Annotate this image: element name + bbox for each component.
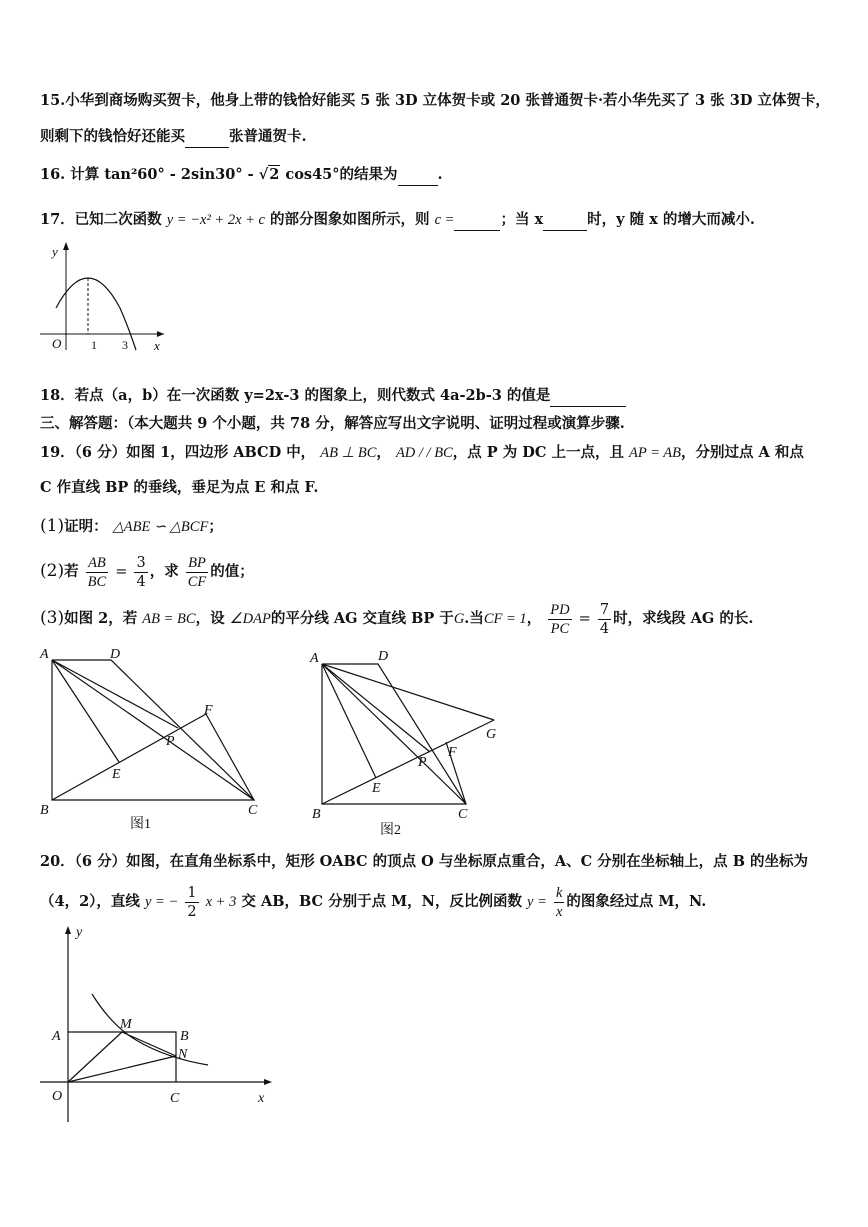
q17-text-c: ；当 x (500, 211, 544, 228)
frac-den: x (555, 903, 563, 920)
q19-p2-c: 的值； (210, 563, 254, 580)
q19-p1-end: ； (208, 518, 223, 535)
q19-part2 (40, 551, 254, 592)
sqrt-value: 2 (269, 166, 280, 183)
q15-line1: 15.小华到商场购买贺卡，他身上带的钱恰好能买 5 张 3D 立体贺卡或 20 张普通贺卡·若小华先买了 3 张 3D 立体贺卡， (40, 92, 830, 109)
q19-p2-a: 若 (64, 563, 79, 580)
q20-coordinate-figure (36, 922, 286, 1122)
q19-p3-cf: CF = 1 (483, 611, 527, 627)
q19-part1 (40, 516, 223, 537)
frac-den: PC (550, 620, 570, 637)
segment-cf (206, 714, 254, 800)
label-A: A (310, 651, 319, 666)
x-axis-arrow (157, 331, 164, 337)
q19-p3-eq: = (578, 611, 591, 627)
segment-ac (52, 660, 254, 800)
q19-perp: AB ⊥ BC (320, 445, 377, 461)
segment-ap (322, 664, 430, 752)
label-B: B (312, 807, 321, 822)
q16-end: . (437, 166, 443, 183)
q20-y-eq: y = − (145, 894, 179, 910)
fraction-3-4 (134, 554, 147, 591)
frac-num: BP (186, 554, 209, 573)
q19-text-b: ，点 P 为 DC 上一点，且 (452, 444, 624, 461)
q20-text-c: 交 AB，BC 分别于点 M，N，反比例函数 (241, 893, 522, 910)
q19-line1 (40, 443, 804, 463)
q19-ap-ab: AP = AB (629, 445, 681, 461)
q19-p3-f: 时，求线段 AG 的长. (613, 610, 754, 627)
q19-p2-eq: = (115, 564, 128, 580)
q19-p1-text: 证明： (64, 518, 108, 535)
segment-ac (322, 664, 466, 804)
q19-p3-c: 的平分线 AG 交直线 BP 于 (270, 610, 454, 627)
tick-1: 1 (91, 338, 97, 352)
q19-p3-a: 如图 2，若 (64, 610, 138, 627)
frac-den: 2 (187, 903, 197, 920)
label-F: F (448, 745, 457, 760)
segment-ap (52, 660, 178, 728)
q19-p3-num: (3) (40, 608, 65, 628)
segment-on (68, 1056, 176, 1082)
label-O: O (52, 1089, 63, 1104)
rectangle-oabc (68, 1032, 176, 1082)
q19-p3-d: .当 (464, 610, 484, 627)
q16-line (40, 165, 443, 186)
label-B: B (180, 1029, 189, 1044)
q17-blank-c[interactable] (454, 210, 500, 231)
q19-p3-f1: AB = BC (142, 611, 196, 627)
frac-num: k (555, 884, 563, 901)
label-A: A (52, 1029, 61, 1044)
q20-y-eq2: y = (527, 894, 547, 910)
q19-p1-formula: △ABE ∽ △BCF (112, 519, 209, 535)
q20-line1: 20．（6 分）如图，在直角坐标系中，矩形 OABC 的顶点 O 与坐标原点重合，A、C 分别在坐标轴上，点 B 的坐标为 (40, 853, 809, 870)
label-C: C (458, 807, 468, 822)
q20-line2 (40, 882, 706, 922)
frac-den: BC (87, 573, 107, 590)
label-C: C (170, 1091, 180, 1106)
q19-p2-num: (2) (40, 561, 65, 581)
fraction-k-x (554, 884, 564, 921)
segment-om (68, 1032, 122, 1082)
q19-text-a: 19．（6 分）如图 1，四边形 ABCD 中， (40, 444, 316, 461)
x-label: x (154, 338, 160, 353)
q19-line2: C 作直线 BP 的垂线，垂足为点 E 和点 F. (40, 479, 319, 496)
sqrt-symbol: √ (258, 166, 269, 183)
q17-text-d: 时，y 随 x 的增大而减小. (587, 211, 755, 228)
q19-p3-angle: ∠DAP (229, 611, 271, 627)
q19-p3-e: ， (526, 610, 542, 627)
y-label: y (52, 244, 58, 259)
line-bf (52, 714, 206, 800)
tick-3: 3 (122, 338, 128, 352)
y-axis-arrow (65, 926, 71, 934)
q17-blank-x[interactable] (543, 210, 587, 231)
segment-ae (52, 660, 119, 762)
frac-den: 4 (599, 620, 610, 637)
label-F: F (204, 703, 213, 718)
q20-x-plus-3: x + 3 (205, 894, 237, 910)
q15-answer-blank[interactable] (185, 127, 229, 148)
q17-text-b: 的部分图象如图所示，则 (270, 211, 430, 228)
q19-p3-g: G (453, 611, 465, 627)
q19-sep: ， (376, 444, 391, 461)
q16-text-b: cos45°的结果为 (285, 166, 398, 183)
caption-fig1: 图1 (130, 817, 151, 832)
label-x: x (258, 1091, 265, 1106)
q15-text-b: 张普通贺卡. (229, 128, 307, 145)
q18-text: 18．若点（a，b）在一次函数 y=2x-3 的图象上，则代数式 4a-2b-3 的值是 (40, 387, 551, 404)
label-A: A (40, 647, 49, 662)
q15-text-a: 则剩下的钱恰好还能买 (40, 128, 185, 145)
label-N: N (178, 1047, 188, 1062)
label-B: B (40, 803, 49, 818)
label-E: E (112, 767, 121, 782)
q17-c-eq: c = (434, 212, 455, 228)
label-P: P (166, 734, 175, 749)
frac-num: AB (86, 554, 109, 573)
q20-text-d: 的图象经过点 M，N. (566, 893, 707, 910)
line-bg (322, 720, 497, 804)
frac-num: 7 (599, 601, 610, 618)
label-D: D (378, 649, 389, 664)
fraction-pd-pc (548, 601, 571, 638)
q16-answer-blank[interactable] (398, 165, 438, 186)
frac-den: 4 (136, 573, 146, 590)
fraction-1-2 (185, 884, 198, 921)
q17-formula: y = −x² + 2x + c (166, 212, 265, 228)
frac-den: CF (187, 573, 207, 590)
y-axis-arrow (63, 242, 69, 250)
x-axis-arrow (264, 1079, 272, 1085)
q19-p1-num: (1) (40, 516, 65, 536)
label-E: E (372, 781, 381, 796)
section3-heading: 三、解答题：（本大题共 9 个小题，共 78 分，解答应写出文字说明、证明过程或演算步骤. (40, 415, 625, 432)
figure-1 (36, 642, 276, 837)
frac-num: 3 (136, 554, 146, 571)
q18-answer-blank[interactable] (550, 386, 626, 407)
q15-line2 (40, 127, 307, 148)
label-G: G (486, 727, 497, 742)
segment-ae (322, 664, 376, 778)
q19-p3-b: ，设 (195, 610, 225, 627)
figure-2 (306, 646, 516, 841)
q17-parabola-graph (36, 238, 176, 358)
label-M: M (120, 1017, 132, 1032)
fraction-7-4 (598, 601, 611, 638)
q20-text-a: （4，2），直线 (40, 893, 140, 910)
q19-p2-b: ，求 (149, 563, 179, 580)
label-D: D (110, 647, 121, 662)
hyperbola-curve (92, 994, 208, 1065)
q19-text-c: ，分别过点 A 和点 (680, 444, 804, 461)
q17-line (40, 210, 755, 231)
label-P: P (418, 755, 427, 770)
origin-label: O (52, 336, 62, 351)
label-C: C (248, 803, 258, 818)
label-y: y (76, 925, 83, 940)
frac-num: 1 (187, 884, 197, 901)
q16-text-a: 16. 计算 tan²60° - 2sin30° - (40, 166, 254, 183)
q17-text-a: 17．已知二次函数 (40, 211, 162, 228)
q19-parallel: AD / / BC (395, 445, 453, 461)
frac-num: PD (550, 601, 570, 618)
fraction-bp-cf (186, 554, 209, 591)
q18-line (40, 386, 626, 407)
caption-fig2: 图2 (380, 823, 401, 838)
q19-part3 (40, 598, 753, 639)
fraction-ab-bc (86, 554, 109, 591)
